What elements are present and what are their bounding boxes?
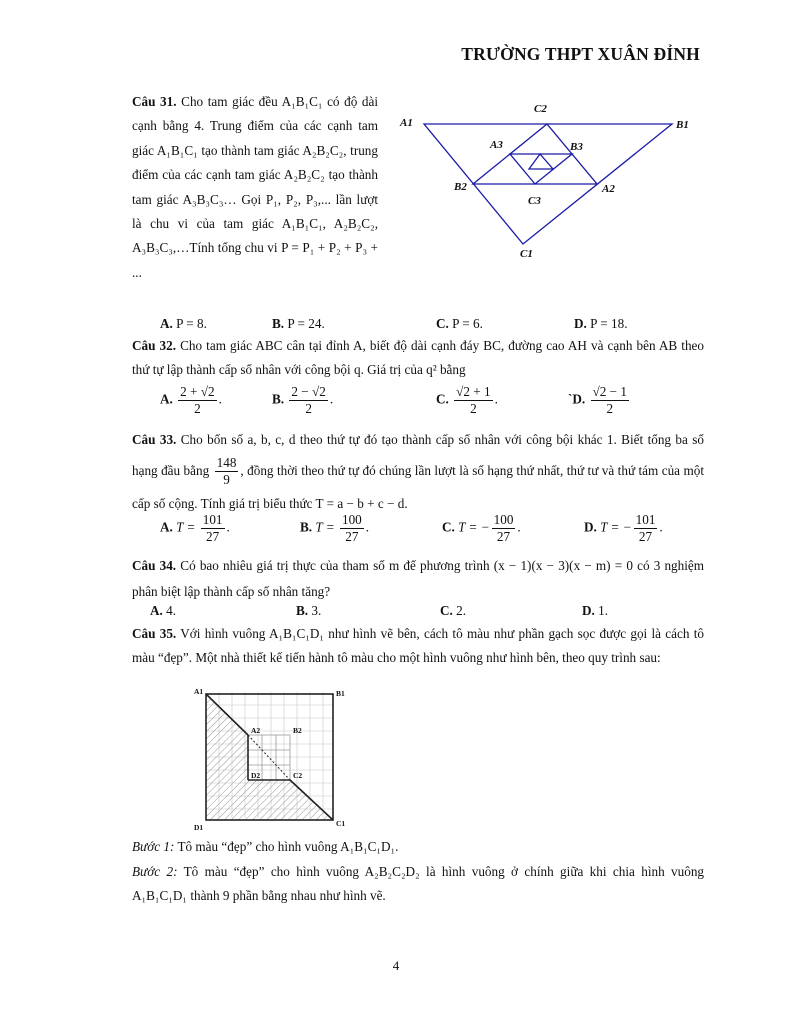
question-text: Cho tam giác ABC cân tại đỉnh A, biết độ dài cạnh đáy BC, đường cao AH và cạnh bên AB theo thứ tự lập thành cấp số nhân với công bội q. Giá trị của q² bằng: [132, 338, 705, 377]
q33-option-b[interactable]: B. T = $\frac{100}{27}$ .: [300, 512, 370, 544]
q34-option-c[interactable]: C. 2.: [440, 603, 467, 618]
label-b1: B1: [676, 119, 689, 131]
question-32: [132, 334, 704, 382]
question-text: Với hình vuông A₁B₁C₁D₁ như hình vẽ bên, cách tô màu như phần gạch sọc được gọi là cách tô màu “đẹp”. Một nhà thiết kế tiến hành tô màu cho một hình vuông như hình bên, theo quy trình sau:: [132, 626, 704, 665]
label-b2: B2: [293, 726, 302, 735]
step-2: [132, 860, 704, 908]
q31-option-a[interactable]: A. P = 8.: [160, 316, 207, 331]
question-label: Câu 33.: [132, 432, 177, 447]
school-header: TRƯỜNG THPT XUÂN ĐỈNH: [461, 44, 700, 64]
square-figure: [190, 684, 360, 834]
question-label: Câu 34.: [132, 558, 177, 573]
label-a1: A1: [194, 687, 204, 696]
label-c2: C2: [293, 771, 303, 780]
question-text: Có bao nhiêu giá trị thực của tham số m để phương trình (x − 1)(x − 3)(x − m) = 0 có 3 nghiệm phân biệt lập thành cấp số nhân tăng?: [132, 558, 705, 599]
question-label: Câu 31.: [132, 94, 177, 109]
question-34: [132, 553, 704, 605]
label-a2: A2: [602, 183, 615, 195]
q32-option-b[interactable]: B. $\frac{2 - √2}{2}$ .: [272, 384, 334, 416]
label-c2: C2: [534, 103, 547, 115]
question-33: Câu 33. Cho bốn số a, b, c, d theo thứ tự đó tạo thành cấp số nhân với công bội khác 1. Biết tổng ba số hạng đầu bằng $\frac{148}{9}$ , đồng thời theo thứ tự đó chúng lần lượt là số hạng thứ nhất, thứ tư và thứ tám của một cấp số cộng. Tính giá trị biểu thức T = a − b + c − d.: [132, 432, 704, 512]
step-label: Bước 1:: [132, 839, 175, 854]
page-number: 4: [392, 958, 400, 973]
q31-option-d[interactable]: D. P = 18.: [574, 316, 628, 331]
question-text: Cho tam giác đều A₁B₁C₁ có độ dài cạnh bằng 4. Trung điểm của các cạnh tam giác A₁B₁C₁ tạo thành tam giác A₂B₂C₂, trung điểm của các cạnh tam giác A₂B₂C₂ tạo thành tam giác A₃B₃C₃… Gọi P₁, P₂, P₃,... lần lượt là chu vi của tam giác A₁B₁C₁, A₂B₂C₂, A₃B₃C₃,…Tính tổng chu vi P = P₁ + P₂ + P₃ + ...: [132, 94, 379, 280]
q34-option-a[interactable]: A. 4.: [150, 603, 177, 618]
triangle-small: [529, 154, 553, 169]
step-text: Tô màu “đẹp” cho hình vuông A₂B₂C₂D₂ là hình vuông ở chính giữa khi chia hình vuông A₁B₁C₁D₁ thành 9 phần bằng nhau như hình vẽ.: [132, 864, 705, 903]
q32-option-c[interactable]: C. $\frac{√2 + 1}{2}$ .: [436, 384, 498, 416]
label-a1: A1: [400, 117, 413, 129]
q32-option-d[interactable]: `D. $\frac{√2 - 1}{2}$: [568, 384, 627, 416]
q31-option-b[interactable]: B. P = 24.: [272, 316, 325, 331]
step-label: Bước 2:: [132, 864, 178, 879]
label-b2: B2: [454, 181, 467, 193]
q33-option-a[interactable]: A. T = $\frac{101}{27}$ .: [160, 512, 230, 544]
step-1: [132, 835, 704, 859]
q34-option-b[interactable]: B. 3.: [296, 603, 322, 618]
label-b1: B1: [336, 689, 345, 698]
label-b3: B3: [570, 141, 583, 153]
label-c1: C1: [520, 248, 533, 260]
question-label: Câu 35.: [132, 626, 177, 641]
q31-option-c[interactable]: C. P = 6.: [436, 316, 483, 331]
question-label: Câu 32.: [132, 338, 177, 353]
q33-option-d[interactable]: D. T = − $\frac{101}{27}$ .: [584, 512, 663, 544]
label-a2: A2: [251, 726, 261, 735]
label-d1: D1: [194, 823, 204, 832]
question-31: [132, 90, 378, 285]
label-c1: C1: [336, 819, 346, 828]
q33-option-c[interactable]: C. T = − $\frac{100}{27}$ .: [442, 512, 521, 544]
question-text-before: Cho bốn số a, b, c, d theo thứ tự đó tạo thành cấp số nhân với công bội khác 1. Biết tổng ba số hạng đầu bằng: [132, 432, 704, 478]
step-text: Tô màu “đẹp” cho hình vuông A₁B₁C₁D₁.: [174, 839, 399, 854]
q32-option-a[interactable]: A. $\frac{2 + √2}{2}$ .: [160, 384, 222, 416]
question-text-after: , đồng thời theo thứ tự đó chúng lần lượt là số hạng thứ nhất, thứ tư và thứ tám của một cấp số cộng. Tính giá trị biểu thức T = a − b + c − d.: [132, 463, 704, 512]
q34-option-d[interactable]: D. 1.: [582, 603, 609, 618]
question-35: [132, 622, 704, 670]
label-c3: C3: [528, 195, 541, 207]
triangle-figure: [396, 96, 706, 266]
label-d2: D2: [251, 771, 261, 780]
label-a3: A3: [490, 139, 503, 151]
